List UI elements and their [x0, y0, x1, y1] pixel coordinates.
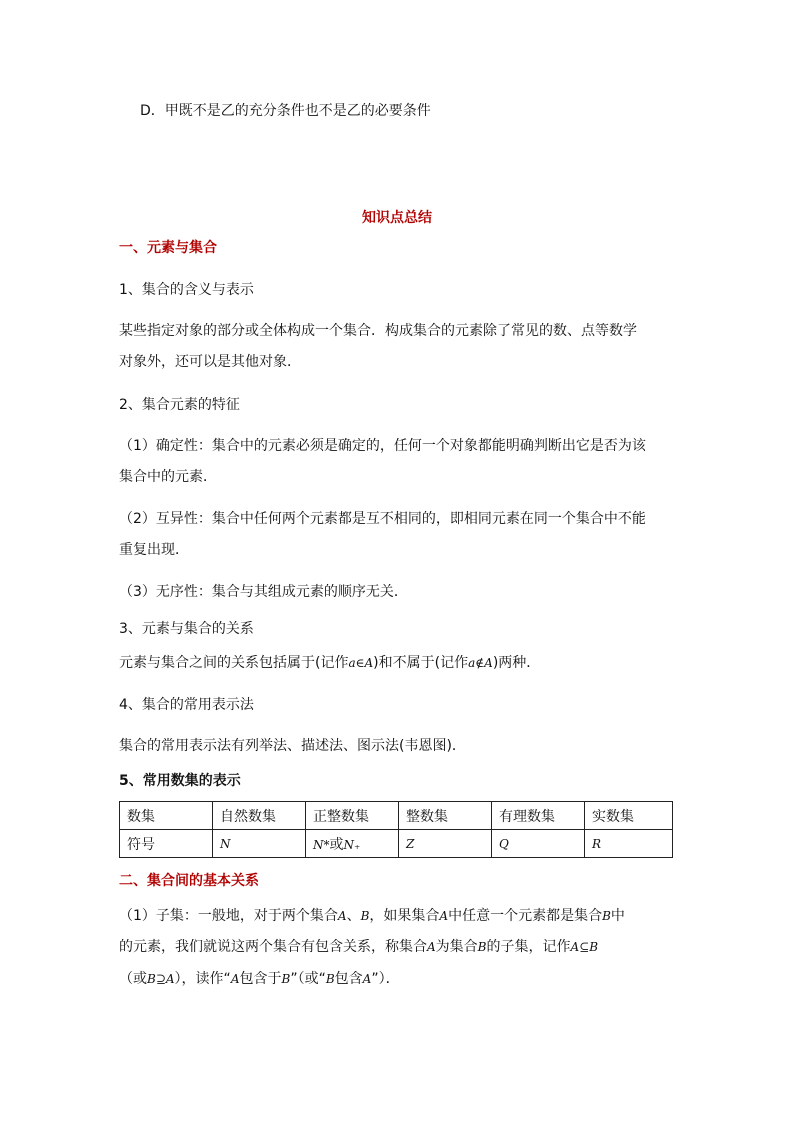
table-cell: 有理数集 — [492, 802, 585, 830]
feature-2-line-2: 重复出现． — [119, 542, 189, 558]
set-a: A — [427, 940, 436, 954]
part1-heading: 一、元素与集合 — [119, 240, 217, 256]
table-cell: 正整数集 — [306, 802, 399, 830]
table-cell: 符号 — [120, 830, 213, 858]
table-cell: 自然数集 — [213, 802, 306, 830]
subset-text-13: ”）． — [371, 971, 400, 987]
feature-3: （3）无序性：集合与其组成元素的顺序无关． — [119, 584, 408, 600]
relation-text-a: 元素与集合之间的关系包括属于(记作 — [119, 655, 349, 671]
paragraph-1-line-2: 对象外，还可以是其他对象． — [119, 354, 301, 370]
sub-heading-1: 1、集合的含义与表示 — [119, 282, 254, 298]
set-a: A — [362, 972, 372, 986]
feature-1-line-1: （1）确定性：集合中的元素必须是确定的，任何一个对象都能明确判断出它是否为该 — [119, 438, 646, 454]
real-symbol: R — [585, 830, 673, 858]
paragraph-1-line-1: 某些指定对象的部分或全体构成一个集合．构成集合的元素除了常见的数、点等数学 — [119, 323, 637, 339]
set-b: B — [602, 909, 611, 923]
subset-text-1: （1）子集：一般地，对于两个集合 — [119, 908, 338, 924]
subset-text-7: 的子集，记作 — [486, 939, 571, 955]
set-a: A — [230, 972, 240, 986]
subset-text-11: ”（或“ — [290, 971, 326, 987]
table-cell: 整数集 — [399, 802, 492, 830]
set-b: B — [360, 909, 370, 923]
subset-text-10: 包含于 — [239, 971, 282, 987]
feature-1-line-2: 集合中的元素． — [119, 469, 217, 485]
natural-symbol: N — [213, 830, 306, 858]
belongs-notation: a∈A — [348, 656, 374, 670]
integer-symbol: Z — [399, 830, 492, 858]
table-cell: 实数集 — [585, 802, 673, 830]
subset-text-4: 中 — [610, 908, 625, 924]
subset-text-2: ，如果集合 — [369, 908, 440, 924]
set-a: A — [337, 909, 347, 923]
subset-line-1 — [119, 907, 625, 925]
positive-integer-symbol — [306, 830, 399, 858]
set-b: B — [281, 972, 291, 986]
subset-text-12: 包含 — [334, 971, 363, 987]
subset-notation: A⊆B — [570, 940, 599, 954]
subset-text-9: ），读作“ — [174, 971, 231, 987]
feature-2-line-1: （2）互异性：集合中任何两个元素都是互不相同的，即相同元素在同一个集合中不能 — [119, 511, 646, 527]
table-row — [120, 830, 673, 858]
table-row — [120, 802, 673, 830]
rational-symbol: Q — [492, 830, 585, 858]
set-b: B — [325, 972, 335, 986]
part2-heading: 二、集合间的基本关系 — [119, 873, 259, 889]
subset-line-3 — [119, 970, 400, 988]
sub-heading-3: 3、元素与集合的关系 — [119, 621, 254, 637]
methods-text: 集合的常用表示法有列举法、描述法、图示法(韦恩图)． — [119, 738, 466, 754]
relation-text-b: )和不属于(记作 — [373, 655, 469, 671]
relation-text-c: )两种． — [492, 655, 541, 671]
table-cell: 数集 — [120, 802, 213, 830]
superset-notation: B⊇A — [147, 972, 175, 986]
section-title: 知识点总结 — [362, 210, 432, 226]
n-plus: N₊ — [343, 837, 361, 852]
subset-text-5: 的元素，我们就说这两个集合有包含关系，称集合 — [119, 939, 427, 955]
separator: 、 — [346, 908, 361, 924]
subset-text-6: 为集合 — [435, 939, 478, 955]
set-b: B — [477, 940, 487, 954]
set-a: A — [439, 909, 449, 923]
subset-text-8: （或 — [119, 971, 147, 987]
subset-text-3: 中任意一个元素都是集合 — [448, 908, 603, 924]
sub-heading-2: 2、集合元素的特征 — [119, 397, 240, 413]
or-word: 或 — [329, 836, 344, 853]
subset-line-2 — [119, 938, 598, 956]
relation-sentence — [119, 654, 540, 672]
option-d: D．甲既不是乙的充分条件也不是乙的必要条件 — [140, 103, 431, 119]
not-belongs-notation: a∉A — [468, 656, 493, 670]
n-star: N* — [313, 837, 330, 852]
sub-heading-4: 4、集合的常用表示法 — [119, 697, 254, 713]
sub-heading-5: 5、常用数集的表示 — [119, 773, 241, 789]
number-sets-table — [119, 801, 673, 858]
